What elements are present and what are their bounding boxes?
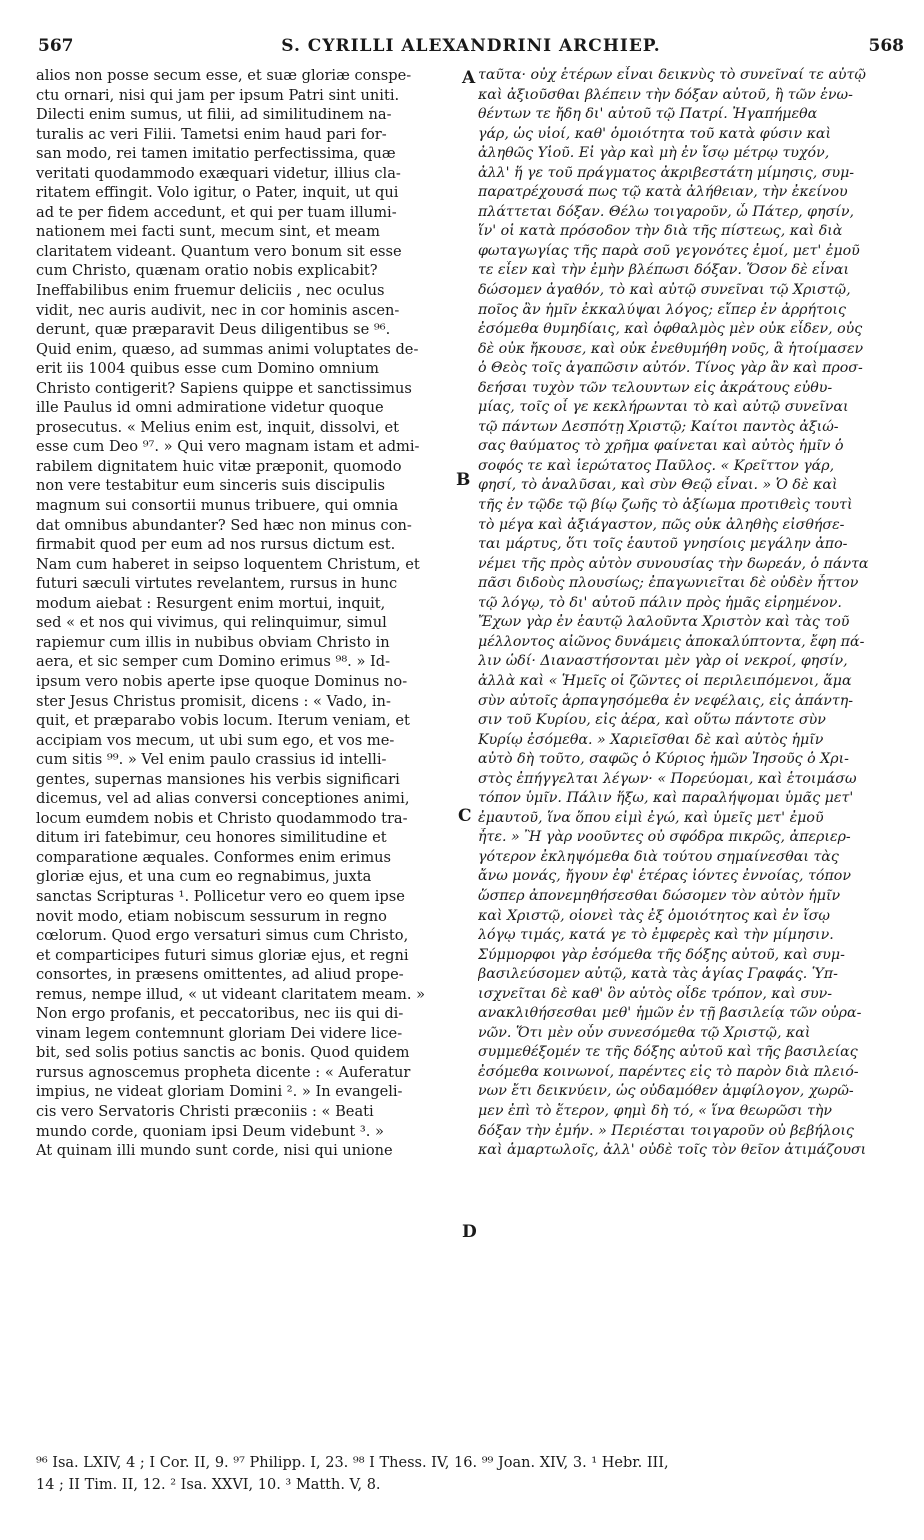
latin-text-line: mundo corde, quoniam ipsi Deum videbunt ³. » <box>36 1122 384 1140</box>
greek-text-line: Σύμμορφοι γὰρ ἐσόμεθα τῆς δόξης αὐτοῦ, καὶ συμ- <box>478 946 845 963</box>
greek-text-line: σιν τοῦ Κυρίου, εἰς ἀέρα, καὶ οὕτω πάντοτε σὺν <box>478 712 826 729</box>
latin-text-line: modum aiebat : Resurgent enim mortui, inquit, <box>36 594 386 612</box>
latin-text-line: Christo contigerit? Sapiens quippe et sanctissimus <box>36 379 412 397</box>
greek-text-line: βασιλεύσομεν αὐτῷ, κατὰ τὰς ἁγίας Γραφάς. Ὑπ- <box>478 966 838 983</box>
latin-text-line: Ineffabilibus enim fruemur deliciis , nec oculus <box>36 282 385 300</box>
greek-text-line: δώσομεν ἀγαθόν, τὸ καὶ αὐτῷ συνεῖναι τῷ Χριστῷ, <box>478 282 851 299</box>
latin-text-line: rursus agnoscemus propheta dicente : « Auferatur <box>36 1063 411 1081</box>
latin-text-line: Non ergo profanis, et peccatoribus, nec iis qui di- <box>36 1005 404 1023</box>
greek-text-line: ἐμαυτοῦ, ἵνα ὅπου εἰμὶ ἐγώ, καὶ ὑμεῖς μετ' ἐμοῦ <box>478 809 824 826</box>
latin-text-line: ille Paulus id omni admiratione videtur quoque <box>36 399 384 417</box>
greek-text-line: μέλλοντος αἰῶνος δυνάμεις ἀποκαλύπτοντα, ἔφη πά- <box>478 633 865 650</box>
greek-text-line: δεήσαι τυχὸν τῶν τελουντων εἰς ἀκράτους εὐθυ- <box>478 379 833 396</box>
latin-text-line: cœlorum. Quod ergo versaturi simus cum Christo, <box>36 927 409 945</box>
greek-text-line: σας θαύματος τὸ χρῆμα φαίνεται καὶ αὐτὸς ἡμῖν ὁ <box>478 438 844 455</box>
latin-column <box>36 66 460 1406</box>
greek-text-line: συμμεθέξομέν τε τῆς δόξης αὐτοῦ καὶ τῆς βασιλείας <box>478 1044 858 1061</box>
greek-text-line: γάρ, ὡς υἱοί, καθ' ὁμοιότητα τοῦ κατὰ φύσιν καὶ <box>478 125 832 142</box>
latin-text-line: aera, et sic semper cum Domino erimus ⁹⁸. » Id- <box>36 653 391 671</box>
latin-text-line: derunt, quæ præparavit Deus diligentibus se ⁹⁶. <box>36 321 391 339</box>
greek-column <box>478 66 906 1406</box>
greek-text-line: γότερον ἐκληψόμεθα διὰ τούτου σημαίνεσθαι τὰς <box>478 848 839 865</box>
greek-text-line: παρατρέχουσά πως τῷ κατὰ ἀλήθειαν, τὴν ἐκείνου <box>478 184 848 201</box>
footnote-line: ⁹⁶ Isa. LXIV, 4 ; I Cor. II, 9. ⁹⁷ Philipp. I, 23. ⁹⁸ I Thess. IV, 16. ⁹⁹ Joan. XIV, 3. ¹ Hebr. III, <box>36 1455 669 1471</box>
greek-text-line: ισχνεῖται δὲ καθ' ὃν αὐτὸς οἶδε τρόπον, καὶ συν- <box>478 985 833 1002</box>
page-header <box>38 36 904 62</box>
latin-text-line: gentes, supernas mansiones his verbis significari <box>36 770 400 788</box>
greek-text-line: ἀλλὰ καὶ « Ἡμεῖς οἱ ζῶντες οἱ περιλειπόμενοι, ἅμα <box>478 672 852 689</box>
greek-text-line: πᾶσι διδοὺς πλουσίως; ἐπαγωνιεῖται δὲ οὐδὲν ἧττον <box>478 575 859 592</box>
greek-text-line: ἀληθῶς Υἱοῦ. Εἰ γὰρ καὶ μὴ ἐν ἴσῳ μέτρῳ τυχόν, <box>478 145 830 162</box>
latin-text-line: consortes, in præsens omittentes, ad aliud prope- <box>36 966 404 984</box>
greek-text-line: νῶν. Ὅτι μὲν οὖν συνεσόμεθα τῷ Χριστῷ, καὶ <box>478 1024 811 1041</box>
greek-text-line: τόπον ὑμῖν. Πάλιν ἥξω, καὶ παραλήψομαι ὑμᾶς μετ' <box>478 790 854 807</box>
greek-text-line: ὥσπερ ἀπονεμηθήσεσθαι δώσομεν τὸν αὐτὸν ἡμῖν <box>478 887 841 904</box>
latin-text-line: impius, ne videat gloriam Domini ². » In evangeli- <box>36 1083 403 1101</box>
greek-text-line: πλάττεται δόξαν. Θέλω τοιγαροῦν, ὦ Πάτερ, φησίν, <box>478 203 854 220</box>
greek-text-line: ἦτε. » Ἢ γὰρ νοοῦντες οὐ σφόδρα πικρῶς, ἀπεριερ- <box>478 829 851 846</box>
greek-text-line: μεν ἐπὶ τὸ ἕτερον, φημὶ δὴ τό, « ἵνα θεωρῶσι τὴν <box>478 1102 833 1119</box>
greek-text-line: μίας, τοῖς οἷ γε κεκλήρωνται τὸ καὶ αὐτῷ συνεῖναι <box>478 399 849 416</box>
latin-text-line: prosecutus. « Melius enim est, inquit, dissolvi, et <box>36 418 400 436</box>
latin-text-line: novit modo, etiam nobiscum sessurum in regno <box>36 907 387 925</box>
margin-marker-c: C <box>458 806 472 826</box>
greek-text-line: νων ἔτι δεικνύειν, ὡς οὐδαμόθεν ἀμφίλογον, χωρῶ- <box>478 1083 854 1100</box>
greek-text-line: Ἔχων γὰρ ἐν ἑαυτῷ λαλοῦντα Χριστὸν καὶ τὰς τοῦ <box>478 614 850 631</box>
latin-text-line: esse cum Deo ⁹⁷. » Qui vero magnam istam et admi- <box>36 438 420 456</box>
latin-text-line: Quid enim, quæso, ad summas animi voluptates de- <box>36 340 419 358</box>
latin-text-line: futuri sæculi virtutes revelantem, rursus in hunc <box>36 575 398 593</box>
latin-text-line: cis vero Servatoris Christi præconiis : « Beati <box>36 1102 374 1120</box>
latin-text-line: remus, nempe illud, « ut videant claritatem meam. » <box>36 985 426 1003</box>
greek-text-line: ἐσόμεθα θυμηδίαις, καὶ ὀφθαλμὸς μὲν οὐκ εἶδεν, οὐς <box>478 321 863 338</box>
latin-text-line: accipiam vos mecum, ut ubi sum ego, et vos me- <box>36 731 395 749</box>
margin-marker-b: B <box>456 470 471 490</box>
greek-text-line: τῆς ἐν τῷδε τῷ βίῳ ζωῆς τὸ ἀξίωμα προτιθεὶς τουτὶ <box>478 497 853 514</box>
greek-text-line: ποῖος ἂν ἡμῖν ἐκκαλύψαι λόγος; εἴπερ ἐν ἀρρήτοις <box>478 301 846 318</box>
latin-text-line: vidit, nec auris audivit, nec in cor hominis ascen- <box>36 301 400 319</box>
latin-text-line: cum Christo, quænam oratio nobis explicabit? <box>36 262 378 280</box>
latin-text-line: vinam legem contemnunt gloriam Dei videre lice- <box>36 1024 403 1042</box>
greek-text-line: ται μάρτυς, ὅτι τοῖς ἑαυτοῦ γνησίοις μεγάλην ἀπο- <box>478 536 848 553</box>
latin-text-line: ad te per fidem accedunt, et qui per tuam illumi- <box>36 203 397 221</box>
latin-text-line: nationem mei facti sunt, mecum sint, et meam <box>36 223 380 241</box>
latin-text-line: At quinam illi mundo sunt corde, nisi qui unione <box>36 1142 393 1160</box>
greek-text-line: αὐτὸ δὴ τοῦτο, σαφῶς ὁ Κύριος ἡμῶν Ἰησοῦς ὁ Χρι- <box>478 751 849 768</box>
latin-text-line: magnum sui consortii munus tribuere, qui omnia <box>36 497 399 515</box>
footnote-line: 14 ; II Tim. II, 12. ² Isa. XXVI, 10. ³ Matth. V, 8. <box>36 1477 381 1493</box>
latin-text-line: locum eumdem nobis et Christo quodammodo tra- <box>36 809 408 827</box>
latin-text-line: rabilem dignitatem huic vitæ præponit, quomodo <box>36 457 402 475</box>
greek-text-line: νέμει τῆς πρὸς αὐτὸν συνουσίας τὴν δωρεάν, ὁ πάντα <box>478 555 869 572</box>
greek-text-line: σοφός τε καὶ ἱερώτατος Παῦλος. « Κρεῖττον γάρ, <box>478 457 835 474</box>
greek-text-line: σὺν αὐτοῖς ἁρπαγησόμεθα ἐν νεφέλαις, εἰς ἀπάντη- <box>478 692 854 709</box>
latin-text-line: ritatem effingit. Volo igitur, o Pater, inquit, ut qui <box>36 184 399 202</box>
greek-text-line: ταῦτα· οὐχ ἑτέρων εἶναι δεικνὺς τὸ συνεῖναί τε αὐτῷ <box>478 67 866 83</box>
latin-text-line: Nam cum haberet in seipso loquentem Christum, et <box>36 555 420 573</box>
footnotes <box>36 1452 906 1496</box>
latin-text-line: turalis ac veri Filii. Tametsi enim haud pari for- <box>36 125 387 143</box>
running-title: S. CYRILLI ALEXANDRINI ARCHIEP. <box>281 36 661 56</box>
greek-text-line: τὸ μέγα καὶ ἀξιάγαστον, πῶς οὐκ ἀληθὴς εἰσθήσε- <box>478 516 845 533</box>
greek-text-line: τῷ λόγῳ, τὸ δι' αὐτοῦ πάλιν πρὸς ἡμᾶς εἰρημένον. <box>478 594 842 611</box>
greek-text-line: ανακλιθήσεσθαι μεθ' ἡμῶν ἐν τῇ βασιλείᾳ τῶν οὐρα- <box>478 1005 862 1022</box>
latin-text-line: sed « et nos qui vivimus, qui relinquimur, simul <box>36 614 387 632</box>
latin-text-line: Dilecti enim sumus, ut filii, ad similitudinem na- <box>36 106 392 124</box>
latin-text-line: firmabit quod per eum ad nos rursus dictum est. <box>36 536 396 554</box>
margin-marker-d: D <box>462 1222 477 1242</box>
greek-text-line: λόγῳ τιμάς, κατά γε τὸ ἐμφερὲς καὶ τὴν μίμησιν. <box>478 927 834 944</box>
latin-text-line: non vere testabitur eum sinceris suis discipulis <box>36 477 386 495</box>
latin-text-line: quit, et præparabo vobis locum. Iterum veniam, et <box>36 712 410 730</box>
latin-text-line: ditum iri fatebimur, ceu honores similitudine et <box>36 829 387 847</box>
latin-text-line: et comparticipes futuri simus gloriæ ejus, et regni <box>36 946 409 964</box>
greek-text-line: καὶ ἁμαρτωλοῖς, ἀλλ' οὐδὲ τοῖς τὸν θεῖον ἀτιμάζουσι <box>478 1142 867 1159</box>
greek-text-line: τῷ πάντων Δεσπότῃ Χριστῷ; Καίτοι παντὸς ἀξιώ- <box>478 418 839 435</box>
greek-text-line: καὶ Χριστῷ, οἱονεὶ τὰς ἐξ ὁμοιότητος καὶ ἐν ἴσῳ <box>478 907 830 924</box>
latin-text-line: comparatione æquales. Conformes enim erimus <box>36 848 392 866</box>
latin-text-line: erit iis 1004 quibus esse cum Domino omnium <box>36 360 379 378</box>
latin-text-line: san modo, rei tamen imitatio perfectissima, quæ <box>36 145 396 163</box>
latin-text-line: dicemus, vel ad alias conversi conceptiones animi, <box>36 790 410 808</box>
latin-text-line: ipsum vero nobis aperte ipse quoque Dominus no- <box>36 672 408 690</box>
greek-text-line: ἄνω μονάς, ἤγουν ἐφ' ἑτέρας ἰόντες ἐννοίας, τόπον <box>478 868 851 885</box>
latin-text-line: cum sitis ⁹⁹. » Vel enim paulo crassius id intelli- <box>36 751 387 769</box>
greek-text-line: ἀλλ' ἥ γε τοῦ πράγματος ἀκριβεστάτη μίμησις, συμ- <box>478 164 855 181</box>
greek-text-line: ὁ Θεὸς τοῖς ἀγαπῶσιν αὐτόν. Τίνος γὰρ ἂν καὶ προσ- <box>478 360 863 377</box>
latin-text-line: claritatem videant. Quantum vero bonum sit esse <box>36 242 402 260</box>
greek-text-line: φησί, τὸ ἀναλῦσαι, καὶ σὺν Θεῷ εἶναι. » Ὁ δὲ καὶ <box>478 477 838 494</box>
greek-text-line: ἐσόμεθα κοινωνοί, παρέντες εἰς τὸ παρὸν διὰ πλειό- <box>478 1063 859 1080</box>
page-number-right: 568 <box>868 36 904 56</box>
margin-marker-a: A <box>462 68 476 88</box>
latin-text-line: alios non posse secum esse, et suæ gloriæ conspe- <box>36 67 412 84</box>
greek-text-line: καὶ ἀξιοῦσθαι βλέπειν τὴν δόξαν αὐτοῦ, ἢ τῶν ἑνω- <box>478 86 853 103</box>
greek-text-line: Κυρίῳ ἐσόμεθα. » Χαριεῖσθαι δὲ καὶ αὐτὸς ἡμῖν <box>478 731 824 748</box>
greek-text-line: ἵν' οἱ κατὰ πρόσοδον τὴν διὰ τῆς πίστεως, καὶ διὰ <box>478 223 843 240</box>
greek-text-line: φωταγωγίας τῆς παρὰ σοῦ γεγονότες ἐμοί, μετ' ἐμοῦ <box>478 242 860 259</box>
latin-text-line: veritati quodammodo exæquari videtur, illius cla- <box>36 164 401 182</box>
latin-text-line: rapiemur cum illis in nubibus obviam Christo in <box>36 633 390 651</box>
latin-text-line: gloriæ ejus, et una cum eo regnabimus, juxta <box>36 868 372 886</box>
greek-text-line: τε εἶεν καὶ τὴν ἐμὴν βλέπωσι δόξαν. Ὅσον δὲ εἶναι <box>478 262 850 279</box>
greek-text-line: θέντων τε ἤδη δι' αὐτοῦ τῷ Πατρί. Ἠγαπήμεθα <box>478 106 818 123</box>
greek-text-line: δὲ οὐκ ἤκουσε, καὶ οὐκ ἐνεθυμήθη νοῦς, ἃ ἡτοίμασεν <box>478 340 864 357</box>
latin-text-line: bit, sed solis potius sanctis ac bonis. Quod quidem <box>36 1044 410 1062</box>
greek-text-line: λιν ὡδί· Διαναστήσονται μὲν γὰρ οἱ νεκροί, φησίν, <box>478 653 848 670</box>
greek-text-line: στὸς ἐπήγγελται λέγων· « Πορεύομαι, καὶ ἑτοιμάσω <box>478 770 857 787</box>
latin-text-line: dat omnibus abundanter? Sed hæc non minus con- <box>36 516 412 534</box>
greek-text-line: δόξαν τὴν ἐμήν. » Περιέσται τοιγαροῦν οὐ βεβήλοις <box>478 1122 854 1139</box>
page-number-left: 567 <box>38 36 74 56</box>
latin-text-line: sanctas Scripturas ¹. Pollicetur vero eo quem ipse <box>36 887 405 905</box>
latin-text-line: ster Jesus Christus promisit, dicens : « Vado, in- <box>36 692 391 710</box>
latin-text-line: ctu ornari, nisi qui jam per ipsum Patri sint uniti. <box>36 86 400 104</box>
